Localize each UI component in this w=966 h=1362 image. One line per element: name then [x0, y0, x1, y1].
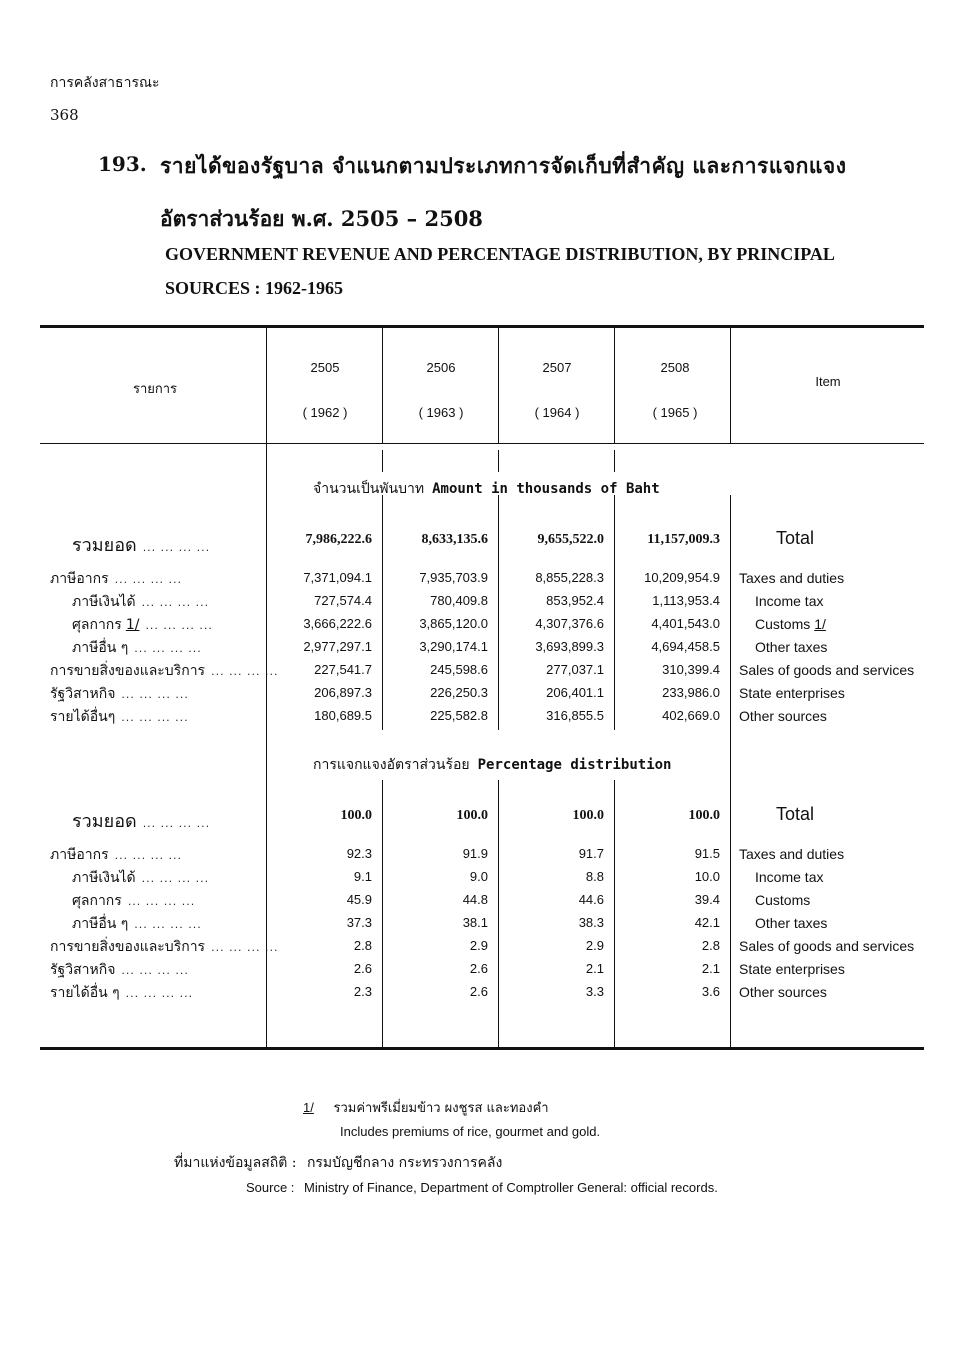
- cell-value: 2.6: [469, 984, 488, 999]
- title-thai-line2: อัตราส่วนร้อย พ.ศ. 2505 – 2508: [160, 206, 483, 231]
- row-label-english-text: State enterprises: [739, 685, 845, 701]
- row-label-english-text: Income tax: [755, 869, 824, 885]
- row-label-thai-text: ศุลกากร: [72, 617, 122, 633]
- row-label-thai-text: รวมยอด: [72, 811, 137, 832]
- cell-value: 226,250.3: [430, 685, 488, 700]
- row-label-english-text: Customs: [755, 892, 811, 908]
- row-label-english: [755, 593, 823, 609]
- cell-value: 11,157,009.3: [647, 532, 720, 547]
- header-divider: [266, 328, 267, 443]
- table-row: [0, 706, 966, 728]
- cell-value: 92.3: [346, 846, 372, 861]
- cell-value: 39.4: [694, 892, 720, 907]
- row-label-english-text: Taxes and duties: [739, 846, 845, 862]
- year-ce: ( 1965 ): [652, 405, 698, 420]
- row-label-english: [755, 616, 826, 632]
- cell-value: 310,399.4: [662, 662, 720, 677]
- cell-value: 3,865,120.0: [419, 616, 488, 631]
- row-label-thai: [72, 913, 202, 935]
- row-label-english: [739, 685, 845, 701]
- cell-value: 91.7: [578, 846, 604, 861]
- row-label-english-text: Other taxes: [755, 915, 828, 931]
- row-label-english-text: Other taxes: [755, 639, 828, 655]
- header-divider: [730, 328, 731, 443]
- table-row: [0, 936, 966, 958]
- row-label-thai: [72, 806, 210, 835]
- table-row: [0, 614, 966, 636]
- percent-section-label-thai: การแจกแจงอัตราส่วนร้อย: [313, 757, 470, 773]
- title-english-line1: GOVERNMENT REVENUE AND PERCENTAGE DISTRIBUTION, BY PRINCIPAL: [165, 244, 835, 264]
- cell-value: 3,666,222.6: [303, 616, 372, 631]
- amount-section-label-english: Amount in thousands of Baht: [432, 481, 660, 497]
- cell-value: 45.9: [346, 892, 372, 907]
- cell-value: 4,307,376.6: [535, 616, 604, 631]
- row-label-thai: [72, 637, 202, 659]
- year-ce: ( 1963 ): [418, 405, 464, 420]
- leader-dots: ... ... ... ...: [121, 688, 189, 701]
- cell-value: 180,689.5: [314, 708, 372, 723]
- row-label-thai-text: รวมยอด: [72, 535, 137, 556]
- cell-value: 2.9: [469, 938, 488, 953]
- row-label-thai-text: รัฐวิสาหกิจ: [50, 962, 116, 978]
- cell-value: 206,401.1: [546, 685, 604, 700]
- leader-dots: ... ... ... ...: [127, 895, 196, 908]
- header-divider: [498, 328, 499, 443]
- row-label-thai-text: รายได้อื่น ๆ: [50, 985, 120, 1001]
- row-label-thai-text: การขายสิ่งของและบริการ: [50, 939, 206, 955]
- row-label-english: [739, 846, 844, 862]
- cell-value: 225,582.8: [430, 708, 488, 723]
- leader-dots: ... ... ... ...: [134, 642, 202, 655]
- footnote-thai-text: รวมค่าพรีเมี่ยมข้าว ผงชูรส และทองคำ: [333, 1101, 549, 1116]
- cell-value: 3.6: [701, 984, 720, 999]
- table-row: [0, 844, 966, 866]
- table-row: [0, 568, 966, 590]
- cell-value: 38.3: [578, 915, 604, 930]
- cell-value: 2.1: [701, 961, 720, 976]
- body-divider: [382, 450, 383, 472]
- source-thai-text: กรมบัญชีกลาง กระทรวงการคลัง: [306, 1155, 503, 1171]
- source-thai: [174, 1152, 502, 1174]
- percent-section-label-english: Percentage distribution: [477, 757, 672, 773]
- table-row: [0, 913, 966, 935]
- page-number: 368: [50, 106, 79, 124]
- row-label-thai: [50, 982, 193, 1004]
- row-label-english-text: State enterprises: [739, 961, 845, 977]
- table-bottom-rule: [40, 1047, 924, 1050]
- item-header-thai: รายการ: [132, 382, 178, 397]
- source-english: [246, 1180, 718, 1195]
- cell-value: 1,113,953.4: [652, 593, 720, 608]
- leader-dots: ... ... ... ...: [142, 541, 211, 554]
- row-label-thai-text: ภาษีอื่น ๆ: [72, 640, 129, 656]
- cell-value: 8,855,228.3: [535, 570, 604, 585]
- row-label-english: [739, 570, 844, 586]
- row-label-english-text: Sales of goods and services: [739, 938, 915, 954]
- cell-value: 9,655,522.0: [537, 532, 604, 547]
- row-label-english: [739, 984, 827, 1000]
- cell-value: 8,633,135.6: [421, 532, 488, 547]
- cell-value: 206,897.3: [314, 685, 372, 700]
- cell-value: 3,290,174.1: [419, 639, 488, 654]
- row-label-english-text: Other sources: [739, 708, 827, 724]
- row-label-thai-text: ภาษีอื่น ๆ: [72, 916, 129, 932]
- row-label-english-text: Sales of goods and services: [739, 662, 915, 678]
- cell-value: 2.8: [701, 938, 720, 953]
- cell-value: 42.1: [694, 915, 720, 930]
- row-label-thai-text: ภาษีอากร: [50, 847, 109, 863]
- row-label-thai: [50, 844, 182, 866]
- row-label-english: [755, 869, 823, 885]
- source-english-label: Source :: [246, 1180, 295, 1195]
- year-be: 2506: [426, 360, 456, 375]
- leader-dots: ... ... ... ...: [211, 941, 279, 954]
- cell-value: 100.0: [572, 808, 604, 823]
- row-label-thai: [72, 614, 213, 636]
- cell-value: 2.3: [353, 984, 372, 999]
- table-row: [0, 637, 966, 659]
- row-label-thai: [50, 660, 279, 682]
- cell-value: 100.0: [688, 808, 720, 823]
- cell-value: 2,977,297.1: [303, 639, 372, 654]
- leader-dots: ... ... ... ...: [114, 573, 183, 586]
- cell-value: 2.9: [585, 938, 604, 953]
- table-number: 193.: [98, 152, 147, 176]
- source-thai-label: ที่มาแห่งข้อมูลสถิติ :: [174, 1155, 297, 1171]
- row-label-thai-text: ศุลกากร: [72, 893, 122, 909]
- cell-value: 3,693,899.3: [535, 639, 604, 654]
- leader-dots: ... ... ... ...: [134, 918, 202, 931]
- row-label-english: [739, 961, 845, 977]
- footnote-ref: 1/: [814, 616, 826, 632]
- cell-value: 233,986.0: [662, 685, 720, 700]
- leader-dots: ... ... ... ...: [142, 817, 211, 830]
- cell-value: 2.8: [353, 938, 372, 953]
- amount-section-label-thai: จำนวนเป็นพันบาท: [313, 481, 425, 497]
- row-label-thai: [50, 706, 189, 728]
- row-label-thai: [72, 890, 195, 912]
- cell-value: 91.9: [462, 846, 488, 861]
- cell-value: 402,669.0: [662, 708, 720, 723]
- row-label-thai-text: การขายสิ่งของและบริการ: [50, 663, 206, 679]
- row-label-english: [739, 938, 914, 954]
- row-label-english: [755, 892, 810, 908]
- cell-value: 227,541.7: [314, 662, 372, 677]
- table-row: [0, 591, 966, 613]
- row-label-english: [755, 915, 827, 931]
- cell-value: 727,574.4: [314, 593, 372, 608]
- leader-dots: ... ... ... ...: [121, 964, 189, 977]
- cell-value: 7,371,094.1: [303, 570, 372, 585]
- table-row: [0, 890, 966, 912]
- leader-dots: ... ... ... ...: [114, 849, 183, 862]
- header-divider: [382, 328, 383, 443]
- cell-value: 7,986,222.6: [305, 532, 372, 547]
- year-be: 2505: [310, 360, 340, 375]
- table-row: [0, 528, 966, 556]
- row-label-english-text: Income tax: [755, 593, 824, 609]
- row-label-english-text: Other sources: [739, 984, 827, 1000]
- percent-section-label: [313, 754, 672, 776]
- row-label-thai: [72, 591, 209, 613]
- cell-value: 316,855.5: [546, 708, 604, 723]
- row-label-thai-text: รัฐวิสาหกิจ: [50, 686, 116, 702]
- cell-value: 2.1: [585, 961, 604, 976]
- row-label-english: [776, 528, 814, 549]
- cell-value: 10.0: [694, 869, 720, 884]
- cell-value: 9.1: [353, 869, 372, 884]
- cell-value: 853,952.4: [546, 593, 604, 608]
- row-label-thai: [50, 936, 279, 958]
- cell-value: 37.3: [346, 915, 372, 930]
- cell-value: 4,401,543.0: [651, 616, 720, 631]
- leader-dots: ... ... ... ...: [121, 711, 189, 724]
- row-label-english: [739, 708, 827, 724]
- row-label-thai-text: รายได้อื่นๆ: [50, 709, 116, 725]
- running-title: การคลังสาธารณะ: [50, 75, 160, 91]
- cell-value: 91.5: [694, 846, 720, 861]
- row-label-english: [739, 662, 914, 678]
- row-label-thai-text: ภาษีเงินได้: [72, 594, 136, 610]
- row-label-thai: [72, 867, 209, 889]
- cell-value: 44.6: [578, 892, 604, 907]
- cell-value: 100.0: [456, 808, 488, 823]
- table-row: [0, 683, 966, 705]
- header-bottom-rule: [40, 443, 924, 444]
- year-ce: ( 1964 ): [534, 405, 580, 420]
- row-label-english-text: Total: [776, 804, 815, 824]
- item-header-english: Item: [815, 374, 841, 389]
- cell-value: 7,935,703.9: [419, 570, 488, 585]
- cell-value: 2.6: [469, 961, 488, 976]
- leader-dots: ... ... ... ...: [125, 987, 194, 1000]
- cell-value: 3.3: [585, 984, 604, 999]
- header-divider: [614, 328, 615, 443]
- row-label-english: [755, 639, 827, 655]
- cell-value: 9.0: [469, 869, 488, 884]
- table-top-rule: [40, 325, 924, 328]
- row-label-thai: [50, 959, 189, 981]
- source-english-text: Ministry of Finance, Department of Comptroller General: official records.: [304, 1180, 718, 1195]
- row-label-thai: [50, 683, 189, 705]
- leader-dots: ... ... ... ...: [141, 596, 210, 609]
- row-label-english-text: Taxes and duties: [739, 570, 845, 586]
- row-label-thai: [72, 530, 210, 559]
- row-label-english-text: Customs: [755, 616, 811, 632]
- year-be: 2508: [660, 360, 690, 375]
- title-thai-line1: รายได้ของรัฐบาล จำแนกตามประเภทการจัดเก็บที่สำคัญ และการแจกแจง: [160, 153, 847, 178]
- footnote-english: Includes premiums of rice, gourmet and gold.: [340, 1124, 601, 1139]
- leader-dots: ... ... ... ...: [141, 872, 210, 885]
- cell-value: 44.8: [462, 892, 488, 907]
- cell-value: 38.1: [462, 915, 488, 930]
- amount-section-label: [313, 478, 660, 500]
- row-label-thai: [50, 568, 182, 590]
- leader-dots: ... ... ... ...: [145, 619, 213, 632]
- table-row: [0, 959, 966, 981]
- title-english-line2: SOURCES : 1962-1965: [165, 278, 344, 298]
- row-label-english: [776, 804, 814, 825]
- cell-value: 2.6: [353, 961, 372, 976]
- table-row: [0, 804, 966, 832]
- leader-dots: ... ... ... ...: [211, 665, 279, 678]
- year-ce: ( 1962 ): [302, 405, 348, 420]
- cell-value: 10,209,954.9: [644, 570, 720, 585]
- body-divider: [614, 450, 615, 472]
- row-label-thai-text: ภาษีเงินได้: [72, 870, 136, 886]
- cell-value: 8.8: [585, 869, 604, 884]
- cell-value: 4,694,458.5: [651, 639, 720, 654]
- footnote-thai: [303, 1097, 549, 1118]
- cell-value: 780,409.8: [430, 593, 488, 608]
- cell-value: 100.0: [340, 808, 372, 823]
- cell-value: 277,037.1: [546, 662, 604, 677]
- footnote-mark: 1/: [303, 1100, 314, 1115]
- table-row: [0, 660, 966, 682]
- cell-value: 245,598.6: [430, 662, 488, 677]
- footnote-ref: 1/: [125, 617, 140, 633]
- row-label-english-text: Total: [776, 528, 815, 548]
- year-be: 2507: [542, 360, 572, 375]
- table-row: [0, 867, 966, 889]
- table-row: [0, 982, 966, 1004]
- row-label-thai-text: ภาษีอากร: [50, 571, 109, 587]
- body-divider: [498, 450, 499, 472]
